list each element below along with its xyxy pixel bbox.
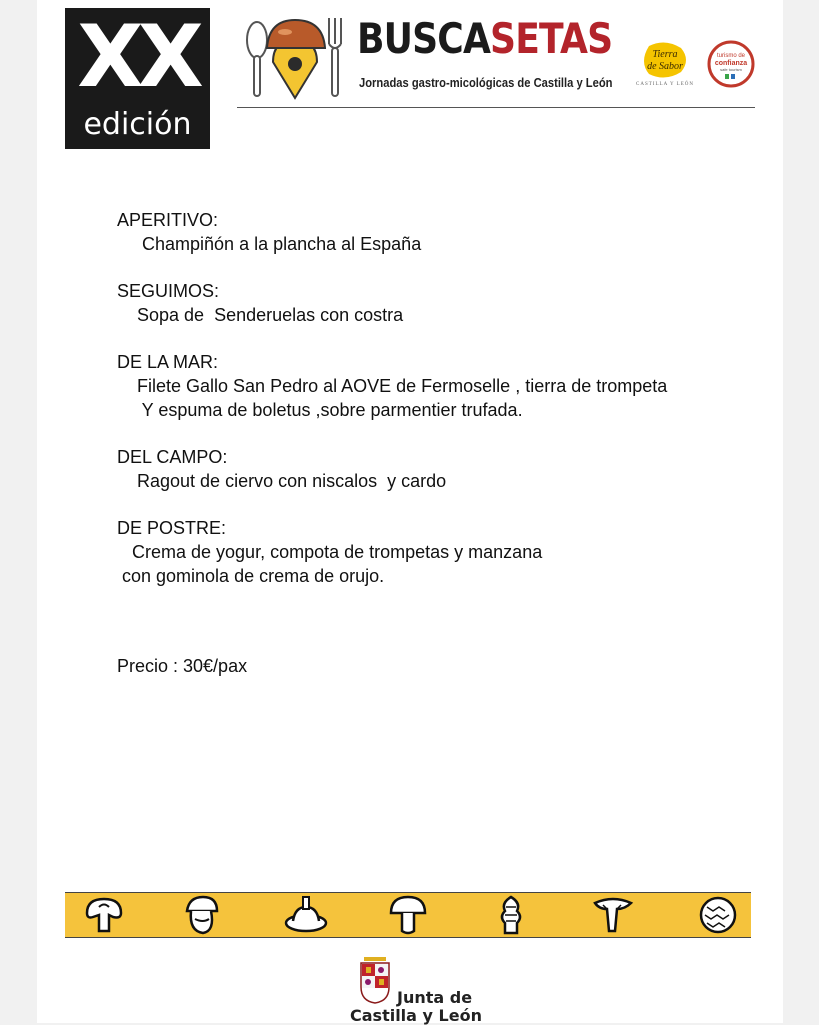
tierra-logo-line2: de Sabor xyxy=(647,61,683,72)
tierra-subtitle: CASTILLA Y LEÓN xyxy=(636,82,694,87)
edition-word: edición xyxy=(83,107,192,142)
section-heading: DEL CAMPO: xyxy=(117,447,228,467)
svg-text:safe tourism: safe tourism xyxy=(720,67,742,72)
dish-line: Crema de yogur, compota de trompetas y manzana xyxy=(117,542,543,562)
brand-part1: BUSCA xyxy=(357,14,491,63)
edition-number: XX xyxy=(77,7,198,107)
header-divider xyxy=(237,107,755,108)
brand-part2: SETAS xyxy=(490,14,613,63)
edition-badge xyxy=(65,8,210,149)
menu-section-de-la-mar xyxy=(117,350,757,422)
section-heading: DE LA MAR: xyxy=(117,352,219,372)
mushroom-5-icon xyxy=(493,893,529,937)
mushroom-2-icon xyxy=(181,893,223,937)
dish-line: Ragout de ciervo con niscalos y cardo xyxy=(117,471,447,491)
buscasetas-logo-icon xyxy=(243,14,353,100)
section-heading: DE POSTRE: xyxy=(117,518,227,538)
dish-line: Filete Gallo San Pedro al AOVE de Fermoselle , tierra de trompeta xyxy=(117,376,668,396)
mushroom-6-icon xyxy=(591,893,635,937)
section-heading: SEGUIMOS: xyxy=(117,281,220,301)
menu-section-del-campo xyxy=(117,445,757,493)
dish-line: Sopa de Senderuelas con costra xyxy=(117,305,404,325)
menu-section-seguimos xyxy=(117,279,757,327)
dish-line: Y espuma de boletus ,sobre parmentier trufada. xyxy=(117,400,523,420)
menu-section-de-postre xyxy=(117,516,757,588)
tierra-logo-line1: Tierra xyxy=(652,49,678,60)
dish-line: Champiñón a la plancha al España xyxy=(117,234,422,254)
mushroom-band xyxy=(65,893,751,937)
price-text: Precio : 30€/pax xyxy=(117,656,248,676)
mushroom-4-icon xyxy=(387,893,429,937)
brand-subtitle: Jornadas gastro-micológicas de Castilla y León xyxy=(359,75,613,90)
mushroom-3-icon xyxy=(283,893,329,937)
tierra-de-sabor-logo-icon xyxy=(637,40,693,82)
dish-line: con gominola de crema de orujo. xyxy=(117,566,385,586)
turismo-de-confianza-logo-icon xyxy=(706,39,756,89)
junta-shield-icon xyxy=(358,955,392,1005)
band-bottom-line xyxy=(65,937,751,938)
truffle-icon xyxy=(697,893,739,937)
footer-line2: Castilla y León xyxy=(350,1006,482,1025)
section-heading: APERITIVO: xyxy=(117,210,219,230)
menu-body xyxy=(117,208,757,611)
svg-text:turismo de: turismo de xyxy=(716,53,746,59)
menu-section-aperitivo xyxy=(117,208,757,256)
brand-title xyxy=(357,16,612,62)
menu-page xyxy=(37,0,783,1023)
footer-line1: Junta de xyxy=(397,988,473,1007)
svg-text:confianza: confianza xyxy=(714,60,748,67)
mushroom-1-icon xyxy=(83,893,125,937)
